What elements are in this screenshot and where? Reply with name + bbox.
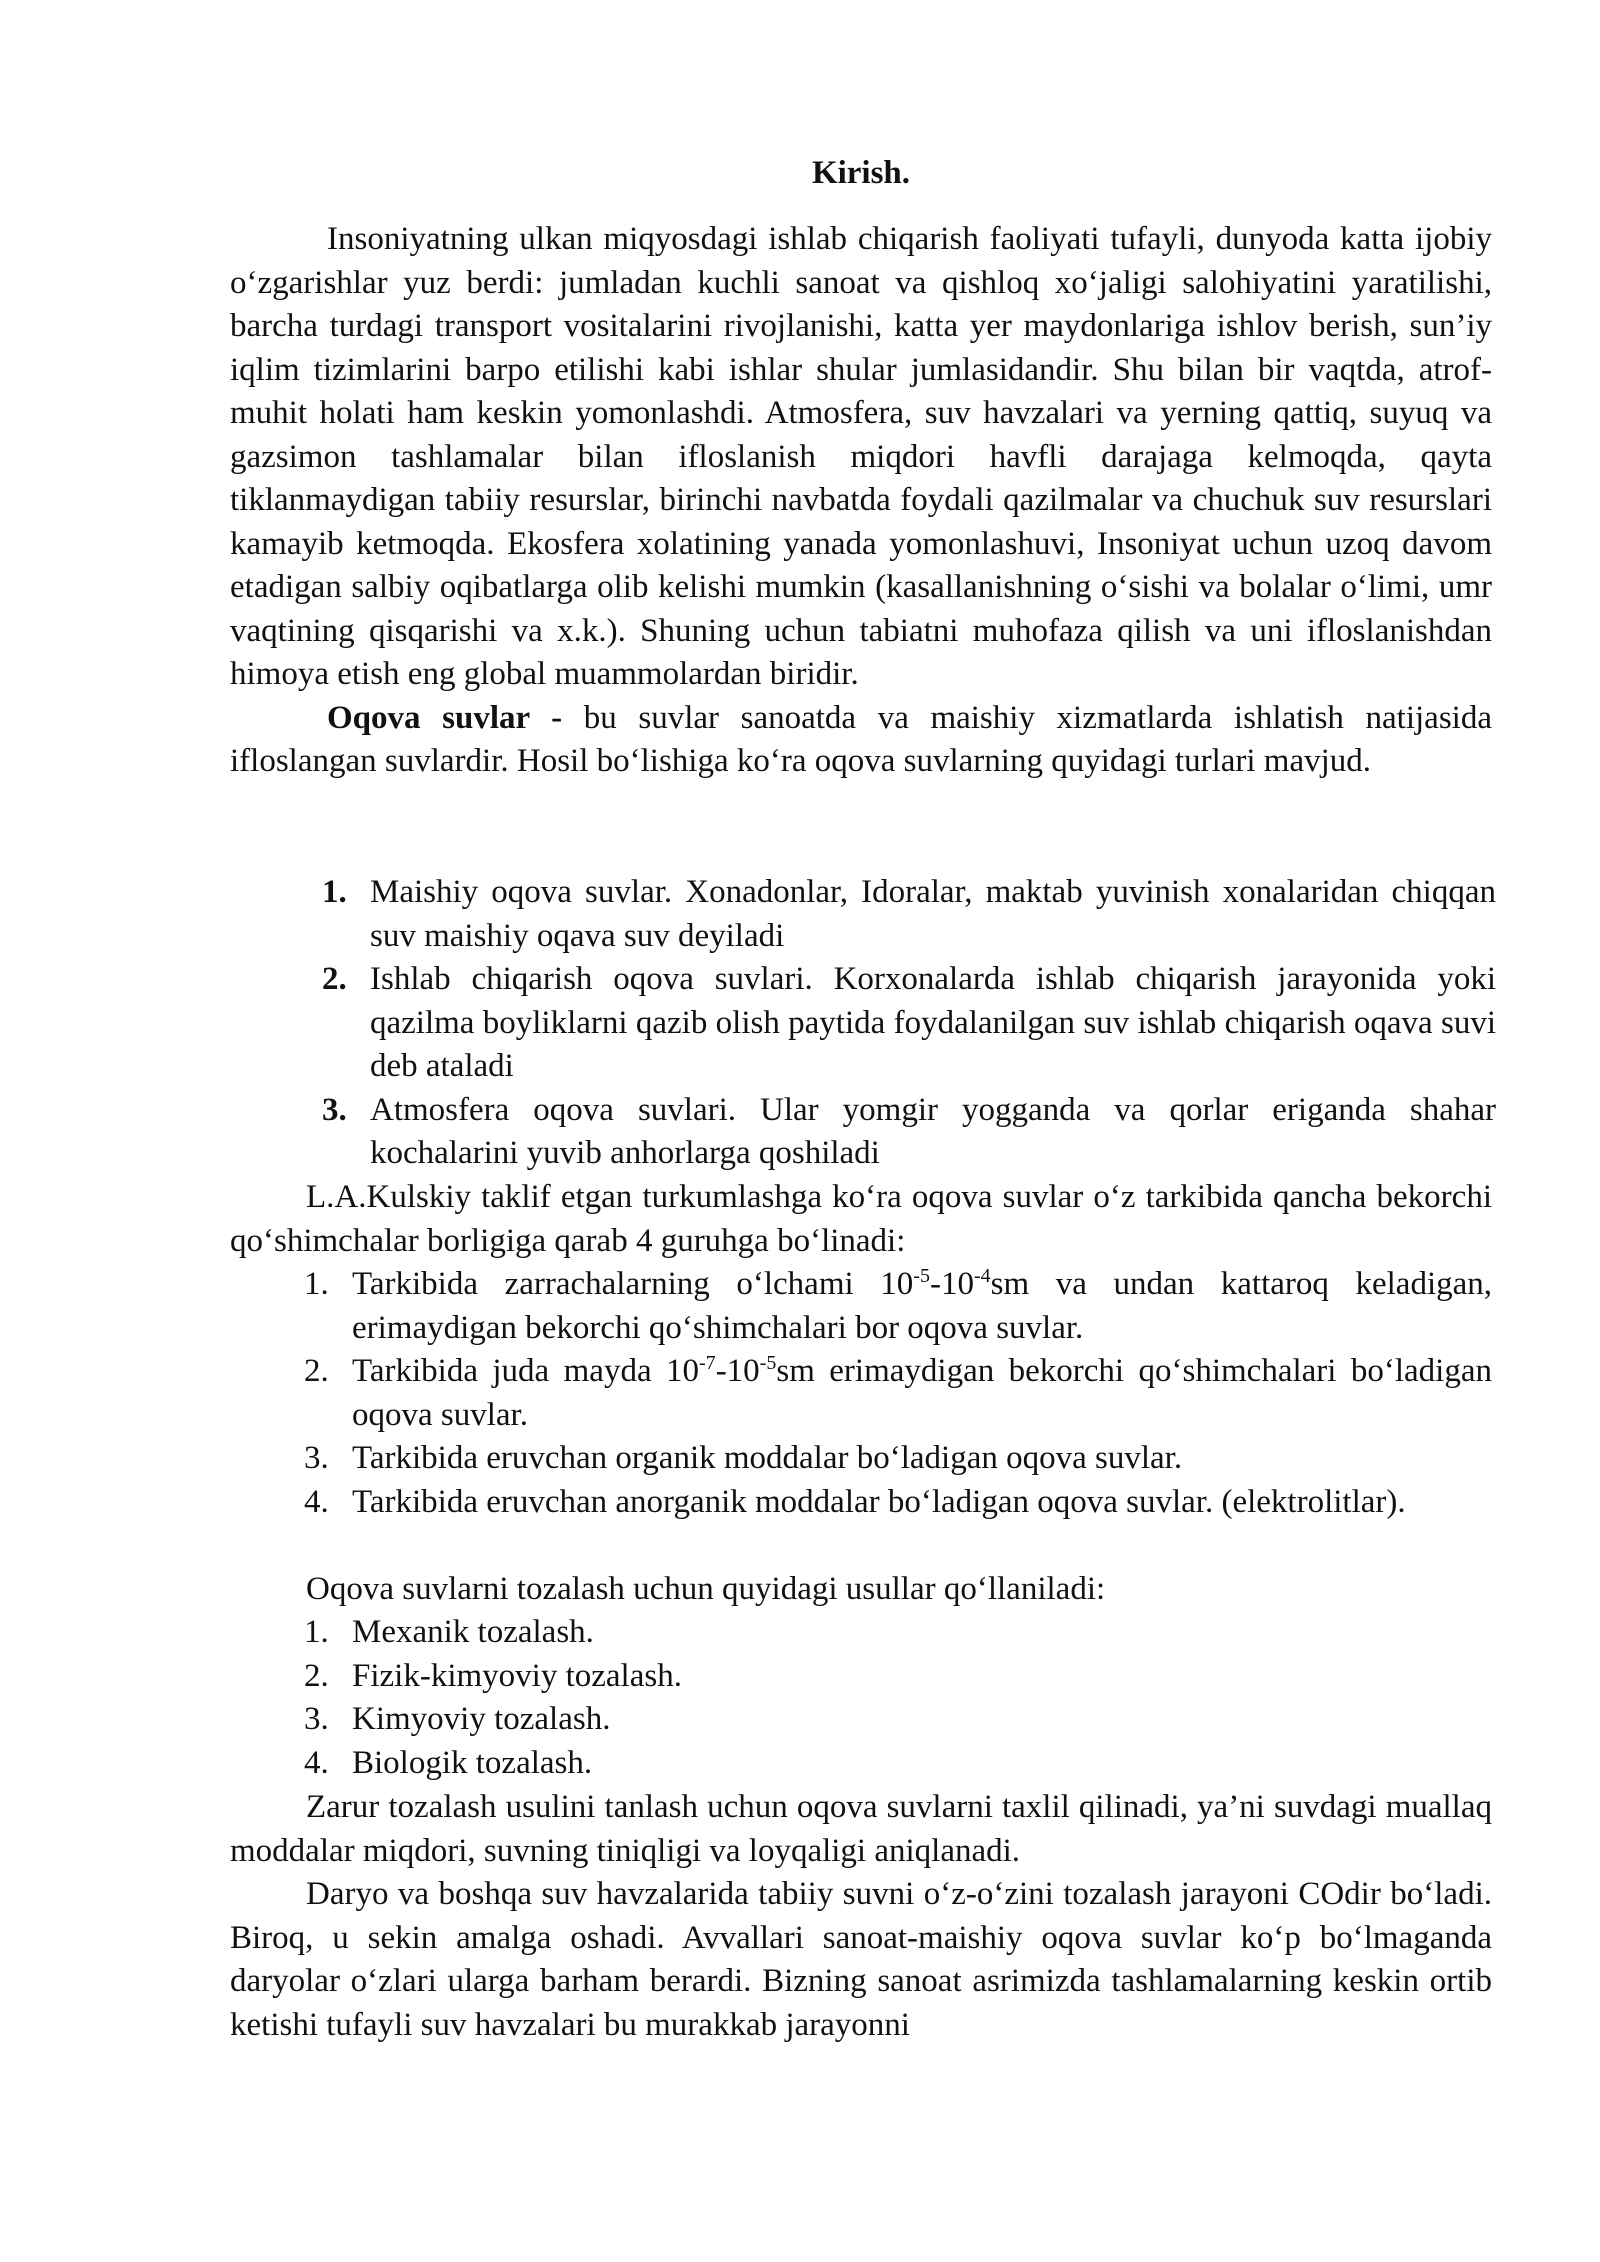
list-item bbox=[304, 1698, 1492, 1742]
river-paragraph: Daryo va boshqa suv havzalarida tabiiy suvni o‘z-o‘zini tozalash jarayoni COdir bo‘ladi. Biroq, u sekin amalga oshadi. Avvallari sanoat-maishiy oqova suvlar ko‘p bo‘lmaganda daryolar o‘zlari ularga barham berardi. Bizning sanoat asrimizda tashlamalarning keskin ortib ketishi tufayli suv havzalari bu murakkab jarayonni bbox=[230, 1876, 1492, 2043]
list-item bbox=[322, 871, 1496, 958]
list-text: Mexanik tozalash. bbox=[352, 1614, 594, 1650]
definition-term: Oqova suvlar - bbox=[327, 699, 563, 736]
list-text: Tarkibida juda mayda $10^{-7}-10^{-5}sm$ erimaydigan bekorchi qo‘shimchalari bo‘ladigan oqova suvlar. bbox=[352, 1352, 1492, 1433]
definition-paragraph bbox=[230, 697, 1492, 784]
list-number: 3. bbox=[304, 1440, 329, 1476]
list-number: 2. bbox=[304, 1657, 329, 1694]
list-item bbox=[304, 1263, 1492, 1350]
list-number: 4. bbox=[304, 1483, 329, 1520]
pollution-groups-list bbox=[304, 1263, 1492, 1524]
list-text: Kimyoviy tozalash. bbox=[352, 1701, 611, 1737]
list-text: Biologik tozalash. bbox=[352, 1744, 593, 1781]
closing-section bbox=[230, 1786, 1492, 2047]
list-text: Atmosfera oqova suvlari. Ular yomgir yogganda va qorlar eriganda shahar kochalarini yuvib anhorlarga qoshiladi bbox=[370, 1091, 1496, 1171]
list-text: Fizik-kimyoviy tozalash. bbox=[352, 1657, 682, 1694]
methods-intro-text: Oqova suvlarni tozalash uchun quyidagi usullar qo‘llaniladi: bbox=[306, 1571, 1106, 1607]
list-item bbox=[304, 1611, 1492, 1655]
list-text: Maishiy oqova suvlar. Xonadonlar, Idoralar, maktab yuvinish xonalaridan chiqqan suv maishiy oqava suv deyiladi bbox=[370, 874, 1496, 954]
list-number: 4. bbox=[304, 1744, 329, 1781]
list-number: 3. bbox=[304, 1701, 329, 1737]
list-item bbox=[304, 1437, 1492, 1481]
list-item bbox=[304, 1655, 1492, 1699]
list-item bbox=[304, 1350, 1492, 1437]
document-page bbox=[230, 0, 1496, 2262]
list-number: 2. bbox=[304, 1353, 329, 1389]
list-number: 3. bbox=[322, 1091, 347, 1128]
intro-paragraph: Insoniyatning ulkan miqyosdagi ishlab chiqarish faoliyati tufayli, dunyoda katta ijobiy o‘zgarishlar yuz berdi: jumladan kuchli sanoat va qishloq xo‘jaligi salohiyatini yaratilishi, barcha turdagi transport vositalarini rivojlanishi, katta yer maydonlariga ishlov berish, sun’iy iqlim tizimlarini barpo etilishi kabi ishlar shular jumlasidandir. Shu bilan bir vaqtda, atrof-muhit holati ham keskin yomonlashdi. Atmosfera, suv havzalari va yerning qattiq, suyuq va gazsimon tashlamalar bilan ifloslanish miqdori havfli darajaga kelmoqda, qayta tiklanmaydigan tabiiy resurslar, birinchi navbatda foydali qazilmalar va chuchuk suv resurslari kamayib ketmoqda. Ekosfera xolatining yanada yomonlashuvi, Insoniyat uchun uzoq davom etadigan salbiy oqibatlarga olib kelishi mumkin (kasallanishning o‘sishi va bolalar o‘limi, umr vaqtining qisqarishi va x.k.). Shuning uchun tabiatni muhofaza qilish va uni ifloslanishdan himoya etish eng global muammolardan biridir. bbox=[230, 221, 1492, 692]
list-item bbox=[304, 1481, 1492, 1525]
analysis-paragraph: Zarur tozalash usulini tanlash uchun oqova suvlarni taxlil qilinadi, ya’ni suvdagi muallaq moddalar miqdori, suvning tiniqligi va loyqaligi aniqlanadi. bbox=[230, 1789, 1492, 1869]
list-item bbox=[322, 958, 1496, 1089]
list-number: 1. bbox=[304, 1266, 329, 1302]
list-number: 1. bbox=[322, 874, 347, 910]
list-text: Tarkibida eruvchan organik moddalar bo‘ladigan oqova suvlar. bbox=[352, 1440, 1183, 1476]
kulskiy-section bbox=[230, 1176, 1492, 1263]
methods-list bbox=[304, 1611, 1492, 1785]
intro-section bbox=[230, 218, 1492, 784]
list-text: Ishlab chiqarish oqova suvlari. Korxonalarda ishlab chiqarish jarayonida yoki qazilma boyliklarni qazib olish paytida foydalanilgan suv ishlab chiqarish oqava suvi deb ataladi bbox=[370, 961, 1496, 1084]
list-item bbox=[322, 1089, 1496, 1176]
methods-intro bbox=[306, 1568, 1492, 1612]
document-title: Kirish. bbox=[811, 155, 911, 191]
kulskiy-paragraph: L.A.Kulskiy taklif etgan turkumlashga ko‘ra oqova suvlar o‘z tarkibida qancha bekorchi qo‘shimchalar borligiga qarab 4 guruhga bo‘linadi: bbox=[230, 1179, 1492, 1259]
definition-text: bu suvlar sanoatda va maishiy xizmatlarda ishlatish natijasida ifloslangan suvlardir. Hosil bo‘lishiga ko‘ra oqova suvlarning quyidagi turlari mavjud. bbox=[230, 699, 1492, 779]
wastewater-types-list bbox=[322, 871, 1496, 1176]
list-text: Tarkibida zarrachalarning o‘lchami $10^{-5}-10^{-4}sm$ va undan kattaroq keladigan, erimaydigan bekorchi qo‘shimchalari bor oqova suvlar. bbox=[352, 1265, 1493, 1346]
list-item bbox=[304, 1742, 1492, 1786]
list-number: 2. bbox=[322, 961, 347, 997]
list-text: Tarkibida eruvchan anorganik moddalar bo‘ladigan oqova suvlar. (elektrolitlar). bbox=[352, 1483, 1406, 1520]
list-number: 1. bbox=[304, 1614, 329, 1650]
